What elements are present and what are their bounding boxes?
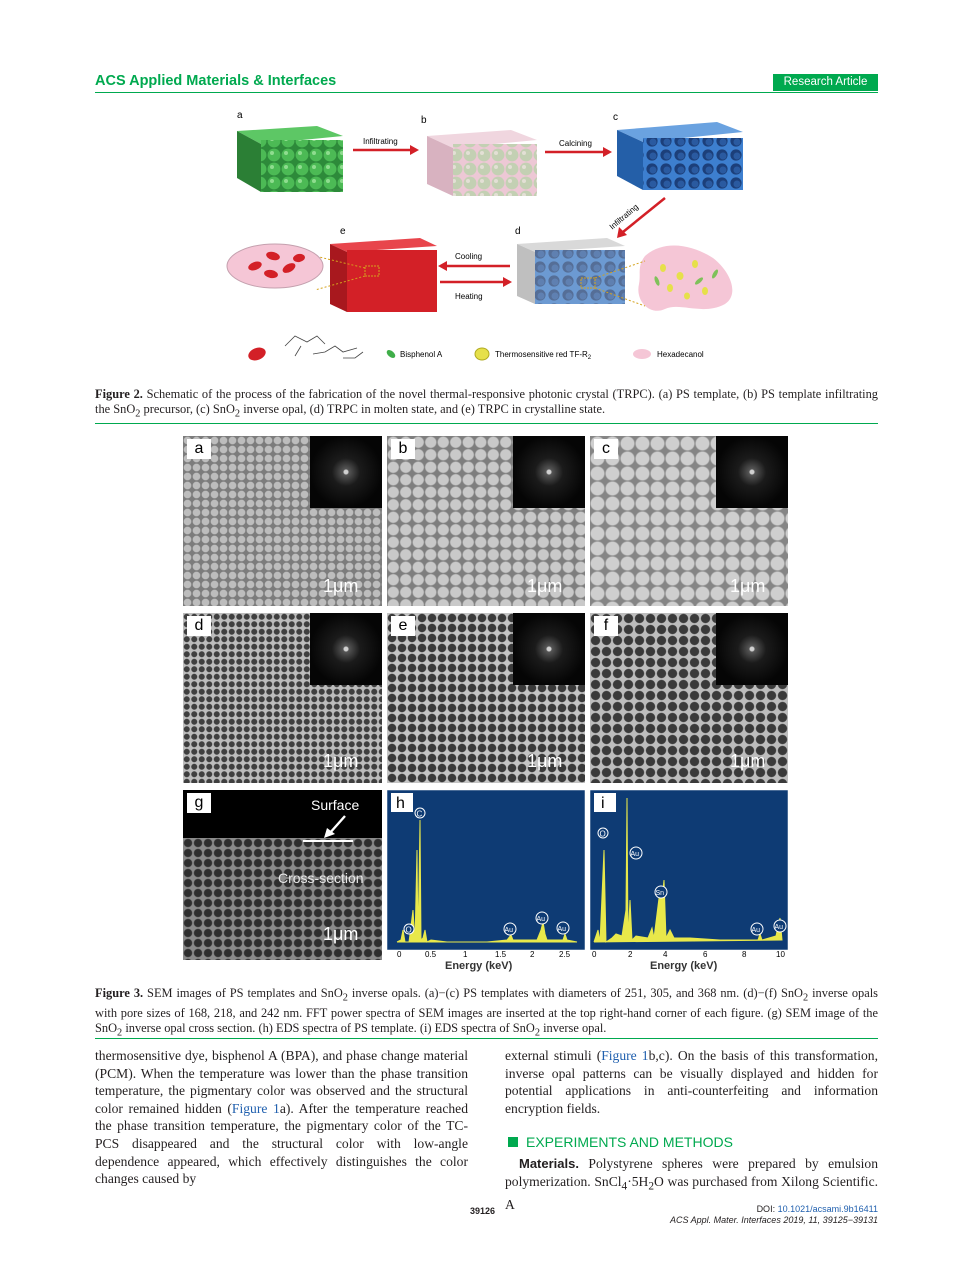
svg-text:C: C — [416, 809, 423, 819]
svg-text:2: 2 — [530, 950, 535, 959]
trpc-crystalline-block — [330, 238, 437, 312]
svg-text:4: 4 — [663, 950, 668, 959]
sem-panel-a: a 1μm — [183, 436, 382, 606]
right-column-paragraph: external stimuli (Figure 1b,c). On the basis of this transformation, inverse opal patterns can be visually displayed and hidden for potential applications in anti-counterfeiting and information encryption fields. — [505, 1048, 878, 1116]
figure1-link[interactable]: Figure 1 — [231, 1100, 280, 1116]
section-bullet-icon — [508, 1137, 518, 1147]
surface-arrow — [323, 814, 353, 838]
svg-text:0.5: 0.5 — [425, 950, 437, 959]
svg-text:O: O — [405, 925, 412, 935]
svg-text:1.5: 1.5 — [495, 950, 507, 959]
svg-text:Au: Au — [774, 924, 784, 931]
figure2-caption-label: Figure 2. — [95, 387, 143, 401]
trpc-molten-block — [517, 238, 625, 304]
svg-text:2.5: 2.5 — [559, 950, 571, 959]
svg-text:Au: Au — [630, 851, 640, 858]
ps-template-block — [237, 126, 343, 192]
inverse-opal-block — [617, 122, 743, 190]
sem-panel-c: c 1μm — [590, 436, 788, 606]
svg-text:O: O — [599, 829, 606, 839]
left-column-paragraph: thermosensitive dye, bisphenol A (BPA), and phase change material (PCM). When the temperature was lower than the phase transition temperature, the pigmentary color was observed and the structural color remained hidden (Figure 1a). After the temperature reached the phase transition temperature, the pigmentary color of the TC-PCS disappeared and the structural color with low-angle dependence appeared, which effectively distinguishes the color changes caused by — [95, 1048, 468, 1187]
svg-text:Au: Au — [536, 916, 546, 923]
sem-panel-e: e 1μm — [387, 613, 585, 783]
svg-text:0: 0 — [397, 950, 402, 959]
sem-panel-f: f 1μm — [590, 613, 788, 783]
figure2-caption: Figure 2. Schematic of the process of the fabrication of the novel thermal-responsive photonic crystal (TRPC). (a) PS template, (b) PS template infiltrating the SnO$_2$ precursor, (c) SnO$_2$ inverse opal, (d) TRPC in molten state, and (e) TRPC in crystalline state. — [95, 387, 878, 420]
doi-line: DOI: 10.1021/acsami.9b16411 — [756, 1204, 878, 1214]
arrow-infiltrating — [353, 137, 419, 155]
figure2-schematic — [225, 106, 755, 374]
surface-line — [303, 840, 353, 842]
svg-text:8: 8 — [742, 950, 747, 959]
section-heading: EXPERIMENTS AND METHODS — [508, 1134, 733, 1150]
sem-panel-d: d 1μm — [183, 613, 382, 783]
svg-text:0: 0 — [592, 950, 597, 959]
svg-text:1: 1 — [463, 950, 468, 959]
figure2-legend — [246, 336, 703, 363]
svg-text:i: i — [601, 795, 605, 812]
caption-rule — [95, 423, 878, 424]
arrow-infiltrating-2 — [608, 198, 665, 238]
infiltrated-template-block — [427, 130, 537, 196]
surface-label: Surface — [311, 797, 360, 813]
journal-title: ACS Applied Materials & Interfaces — [95, 73, 337, 89]
svg-text:Hexadecanol: Hexadecanol — [657, 350, 704, 359]
svg-text:Au: Au — [751, 927, 761, 934]
svg-text:Infiltrating: Infiltrating — [607, 202, 641, 232]
arrow-calcining — [545, 139, 612, 157]
svg-text:Infiltrating: Infiltrating — [363, 137, 398, 146]
page-number: 39126 — [470, 1206, 496, 1216]
sem-panel-b: b 1μm — [387, 436, 585, 606]
fig2-label-a: a — [237, 110, 243, 121]
header-rule — [95, 92, 878, 93]
eds-panel-h — [387, 790, 585, 972]
fig2-label-e: e — [340, 226, 346, 237]
svg-text:h: h — [396, 795, 405, 812]
materials-paragraph: Materials. Polystyrene spheres were prepared by emulsion polymerization. $SnCl_4\cdot 5H_2O$ was purchased from Xilong Scientific. A — [505, 1156, 879, 1212]
arrow-heating — [440, 277, 512, 301]
figure1-link-right[interactable]: Figure 1 — [601, 1048, 649, 1063]
svg-text:Energy (keV): Energy (keV) — [445, 960, 513, 972]
svg-text:Au: Au — [557, 926, 567, 933]
svg-text:10: 10 — [776, 950, 785, 959]
caption-rule-2 — [95, 1038, 878, 1039]
figure3-caption: Figure 3. SEM images of PS templates and SnO$_2$ inverse opals. (a)−(c) PS templates with diameters of 251, 305, and 368 nm. (d)−(f) SnO$_2$ inverse opals with pore sizes of 168, 218, and 242 nm. FFT power spectra of SEM images are inserted at the top right-hand corner of each figure. (g) SEM image of the SnO$_2$ inverse opal cross section. (h) EDS spectra of PS template. (i) EDS spectra of SnO$_2$ inverse opal. — [95, 986, 878, 1039]
svg-text:Bisphenol A: Bisphenol A — [400, 350, 443, 359]
figure3-caption-label: Figure 3. — [95, 986, 144, 1000]
svg-text:Calcining: Calcining — [559, 139, 592, 148]
svg-text:2: 2 — [628, 950, 633, 959]
arrow-cooling — [438, 252, 510, 271]
doi-link[interactable]: 10.1021/acsami.9b16411 — [777, 1204, 878, 1214]
article-type-badge: Research Article — [773, 74, 878, 91]
citation-line: ACS Appl. Mater. Interfaces 2019, 11, 39125−39131 — [669, 1215, 878, 1225]
fig2-label-c: c — [613, 112, 618, 123]
svg-text:Heating: Heating — [455, 292, 483, 301]
fig2-label-b: b — [421, 115, 427, 126]
svg-text:Cooling: Cooling — [455, 252, 483, 261]
eds-panel-i — [590, 790, 788, 972]
svg-text:Energy (keV): Energy (keV) — [650, 960, 718, 972]
svg-text:6: 6 — [703, 950, 708, 959]
svg-text:Thermosensitive red TF-R2: Thermosensitive red $TF-R_2$ — [495, 350, 592, 361]
svg-text:Au: Au — [504, 927, 514, 934]
fig2-label-d: d — [515, 226, 521, 237]
cross-section-label: Cross-section — [278, 870, 364, 886]
sem-panel-g: g Surface Cross-section 1μm — [183, 790, 382, 960]
svg-text:Sn: Sn — [655, 890, 665, 897]
